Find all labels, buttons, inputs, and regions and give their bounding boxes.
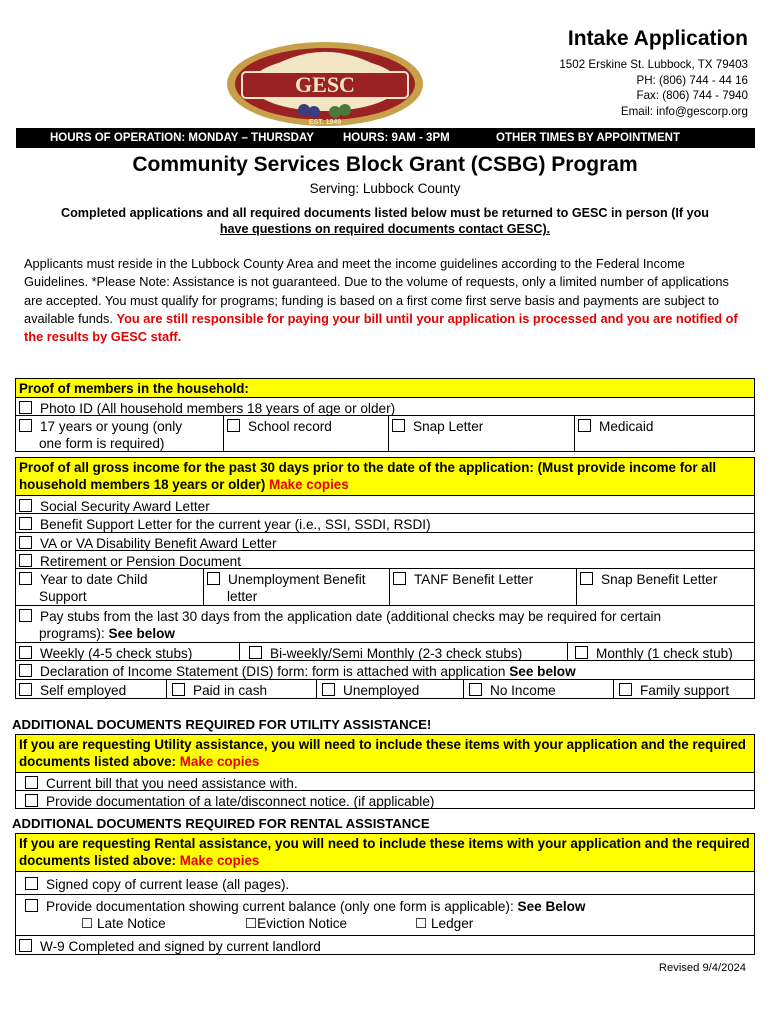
young-label: 17 years or young (only (40, 419, 183, 434)
checkbox[interactable] (227, 419, 240, 432)
rental-header-text: If you are requesting Rental assistance, you will need to include these items with your application and the required documents listed above: (19, 836, 750, 868)
tanf-label: TANF Benefit Letter (414, 572, 534, 587)
see-below: See Below (517, 899, 586, 914)
snap-letter-label: Snap Letter (413, 419, 484, 434)
intro-paragraph (24, 255, 746, 346)
ytd-label: Year to date Child (40, 572, 148, 587)
utility-section (15, 734, 755, 809)
fax-line: Fax: (806) 744 - 7940 (636, 89, 748, 102)
checkbox[interactable] (19, 401, 32, 414)
checkbox[interactable] (172, 683, 185, 696)
snap-benefit-label: Snap Benefit Letter (601, 572, 718, 587)
income-header-text: Proof of all gross income for the past 30 days prior to the date of the application: (Must provide income for all household members 18 years or older) (19, 460, 717, 492)
make-copies: Make copies (179, 754, 260, 769)
school-record-label: School record (248, 419, 332, 434)
checkbox[interactable] (25, 794, 38, 807)
unemployment-label-2: letter (227, 589, 258, 604)
checkbox[interactable] (19, 939, 32, 952)
serving-area: Serving: Lubbock County (309, 181, 461, 196)
late-notice-option[interactable]: ☐ Late Notice (81, 916, 166, 931)
hours-days: HOURS OF OPERATION: MONDAY – THURSDAY (50, 132, 314, 144)
checkbox[interactable] (575, 646, 588, 659)
checkbox[interactable] (322, 683, 335, 696)
gesc-logo (222, 38, 428, 128)
benefit-label: Benefit Support Letter for the current year (i.e., SSI, SSDI, RSDI) (40, 517, 431, 532)
notice-line-1: Completed applications and all required documents listed below must be returned to GESC in person (If you (61, 206, 709, 220)
rental-title: ADDITIONAL DOCUMENTS REQUIRED FOR RENTAL ASSISTANCE (12, 816, 430, 831)
w9-label: W-9 Completed and signed by current landlord (40, 939, 321, 954)
checkbox[interactable] (392, 419, 405, 432)
self-employed-label: Self employed (40, 683, 127, 698)
weekly-label: Weekly (4-5 check stubs) (40, 646, 193, 661)
ssa-label: Social Security Award Letter (40, 499, 210, 514)
checkbox[interactable] (207, 572, 220, 585)
return-notice (24, 205, 746, 237)
address-line: 1502 Erskine St. Lubbock, TX 79403 (559, 58, 748, 71)
make-copies: Make copies (179, 853, 260, 868)
checkbox[interactable] (19, 609, 32, 622)
eviction-notice-option[interactable]: ☐Eviction Notice (245, 916, 348, 931)
monthly-label: Monthly (1 check stub) (596, 646, 733, 661)
make-copies: Make copies (269, 477, 349, 492)
va-label: VA or VA Disability Benefit Award Letter (40, 536, 277, 551)
ledger-option[interactable]: ☐ Ledger (415, 916, 474, 931)
paystubs-label: Pay stubs from the last 30 days from the application date (additional checks may be required for certain (40, 609, 662, 624)
income-section (15, 457, 755, 699)
checkbox[interactable] (19, 536, 32, 549)
intro-text: Applicants must reside in the Lubbock County Area and meet the income guidelines according to the Federal Income Guidelines. *Please Note: Assistance is not guaranteed. Due to the volume of requests, only a limited number of applications are accepted. You must qualify for programs; funding is based on a first come first serve basis and payments are subject to available funds. (24, 256, 729, 326)
utility-header-text: If you are requesting Utility assistance, you will need to include these items with your application and the required documents listed above: (19, 737, 746, 769)
dis-see-below: See below (509, 664, 576, 679)
checkbox[interactable] (19, 419, 32, 432)
unemployed-label: Unemployed (343, 683, 420, 698)
rental-header (16, 834, 754, 871)
program-title: Community Services Block Grant (CSBG) Program (132, 153, 638, 176)
hours-other: OTHER TIMES BY APPOINTMENT (496, 132, 681, 144)
phone-line: PH: (806) 744 - 44 16 (636, 73, 748, 87)
notice-line-2: have questions on required documents contact GESC). (219, 222, 551, 236)
family-support-label: Family support (640, 683, 730, 698)
checkbox[interactable] (19, 572, 32, 585)
svg-text:EST. 1949: EST. 1949 (308, 119, 342, 126)
utility-header (16, 735, 754, 772)
utility-title: ADDITIONAL DOCUMENTS REQUIRED FOR UTILITY ASSISTANCE! (12, 717, 432, 732)
svg-text:GESC: GESC (295, 72, 355, 97)
household-section (15, 378, 755, 452)
retirement-label: Retirement or Pension Document (40, 554, 241, 569)
checkbox[interactable] (619, 683, 632, 696)
ytd-label-2: Support (39, 589, 87, 604)
current-bill-label: Current bill that you need assistance with. (46, 776, 298, 791)
medicaid-label: Medicaid (599, 419, 654, 434)
photo-id-label: Photo ID (All household members 18 years of age or older) (40, 401, 396, 416)
checkbox[interactable] (25, 776, 38, 789)
checkbox[interactable] (580, 572, 593, 585)
hours-time: HOURS: 9AM - 3PM (343, 132, 450, 144)
email-line: Email: info@gescorp.org (620, 104, 748, 118)
lease-label: Signed copy of current lease (all pages). (46, 877, 290, 892)
revised-date: Revised 9/4/2024 (658, 962, 746, 974)
late-notice-label: Provide documentation of a late/disconnect notice. (if applicable) (46, 794, 435, 809)
hours-bar (16, 128, 755, 148)
young-label-2: one form is required) (39, 436, 165, 451)
checkbox[interactable] (578, 419, 591, 432)
intro-warning: You are still responsible for paying your bill until your application is processed and you are notified of the results by GESC staff. (24, 310, 738, 345)
income-header (16, 458, 754, 495)
see-below: See below (108, 626, 175, 641)
checkbox[interactable] (469, 683, 482, 696)
org-address (559, 57, 748, 119)
unemployment-label: Unemployment Benefit (228, 572, 366, 587)
checkbox[interactable] (19, 499, 32, 512)
dis-label: Declaration of Income Statement (DIS) form: form is attached with application (40, 664, 506, 679)
checkbox[interactable] (25, 899, 38, 912)
checkbox[interactable] (19, 517, 32, 530)
checkbox[interactable] (19, 664, 32, 677)
paid-cash-label: Paid in cash (193, 683, 268, 698)
checkbox[interactable] (25, 877, 38, 890)
balance-label: Provide documentation showing current balance (only one form is applicable): (46, 899, 514, 914)
no-income-label: No Income (490, 683, 556, 698)
checkbox[interactable] (19, 646, 32, 659)
page-title: Intake Application (567, 27, 748, 50)
household-header: Proof of members in the household: (16, 379, 754, 397)
checkbox[interactable] (19, 683, 32, 696)
biweekly-label: Bi-weekly/Semi Monthly (2-3 check stubs) (270, 646, 523, 661)
checkbox[interactable] (19, 554, 32, 567)
paystubs-label-2: programs): (39, 626, 105, 641)
checkbox[interactable] (249, 646, 262, 659)
rental-section (15, 833, 755, 955)
checkbox[interactable] (393, 572, 406, 585)
